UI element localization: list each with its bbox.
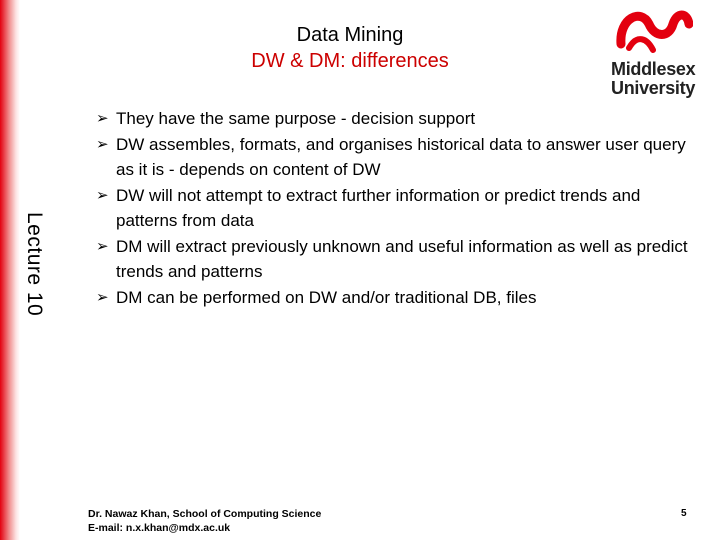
bullet-text: DW will not attempt to extract further information or predict trends and patterns from data [116,185,641,230]
bullet-text: DM can be performed on DW and/or traditional DB, files [116,287,537,307]
bullet-item [96,132,706,183]
slide-title: Data Mining [296,24,404,46]
university-logo [603,4,703,102]
footer-credits [88,507,321,535]
logo-line-1: Middlesex [611,59,696,79]
logo-line-2: University [611,78,696,98]
red-gradient-side-bar [0,0,20,540]
bullet-text: DW assembles, formats, and organises historical data to answer user query as it is - depends on content of DW [116,134,686,179]
arrow-bullet-icon: ➢ [96,288,109,306]
bullet-list [96,106,706,310]
bullet-item [96,183,706,234]
logo-wordmark [611,60,695,98]
bullet-item [96,106,706,132]
slide-title-block [210,22,490,74]
bullet-text: They have the same purpose - decision support [116,109,476,128]
arrow-bullet-icon: ➢ [96,135,109,153]
middlesex-ribbon-logo-icon [615,4,693,58]
bullet-item [96,285,706,311]
arrow-bullet-icon: ➢ [96,237,109,255]
slide-subtitle: DW & DM: differences [251,50,449,72]
bullet-item [96,234,706,285]
lecture-label: Lecture 10 [23,212,46,317]
footer-email: E-mail: n.x.khan@mdx.ac.uk [88,522,231,534]
page-number: 5 [681,508,687,519]
footer-author: Dr. Nawaz Khan, School of Computing Science [88,508,322,520]
arrow-bullet-icon: ➢ [96,186,109,204]
arrow-bullet-icon: ➢ [96,110,109,127]
bullet-text: DM will extract previously unknown and useful information as well as predict trends and patterns [116,236,688,281]
